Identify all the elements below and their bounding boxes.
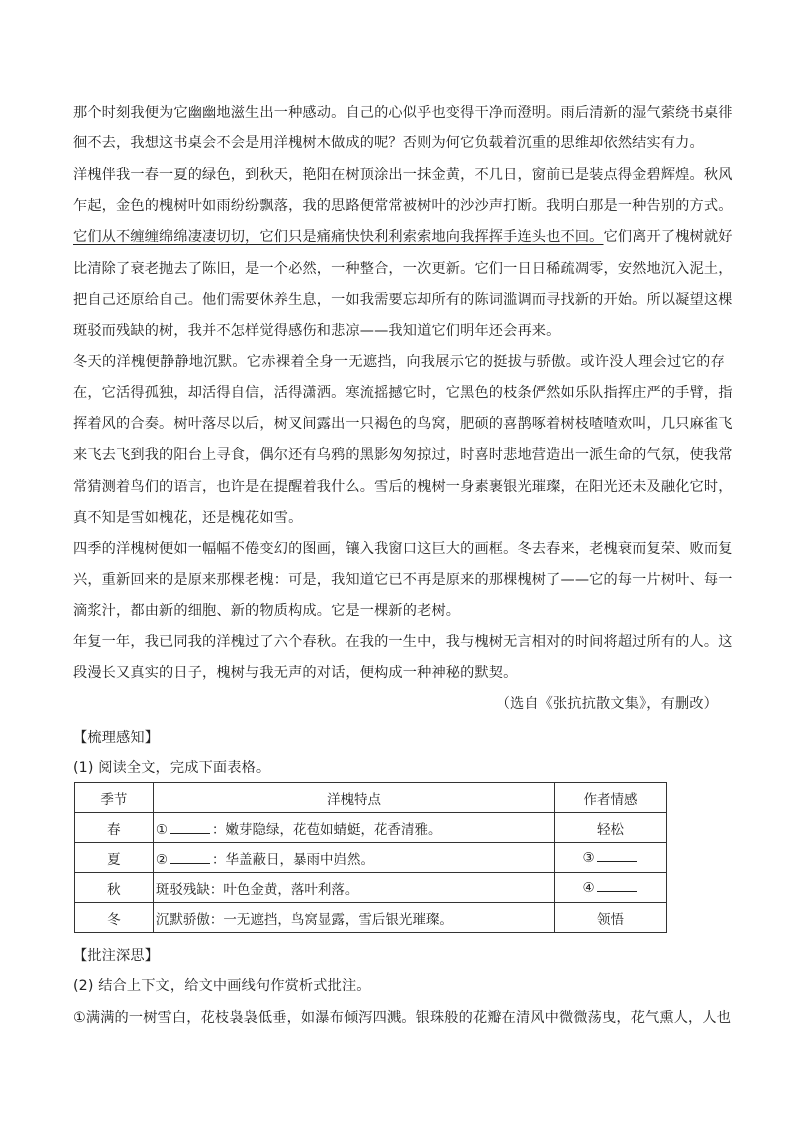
season-cell: 冬 bbox=[75, 903, 154, 933]
passage-line: 挥着风的合奏。树叶落尽以后，树叉间露出一只褐色的鸟窝，肥硕的喜鹊啄着树枝喳喳欢叫，几只麻雀飞 bbox=[73, 416, 733, 432]
passage-line: 常猜测着鸟们的语言，也许是在提醒着我什么。雪后的槐树一身素裹银光璀璨，在阳光还未及融化它时， bbox=[73, 479, 733, 495]
feature-cell bbox=[153, 813, 554, 843]
blank-number: ④ bbox=[582, 880, 595, 896]
passage-line: 斑驳而残缺的树，我并不怎样觉得感伤和悲凉——我知道它们明年还会再来。 bbox=[73, 323, 561, 339]
passage-line-with-underline bbox=[73, 227, 733, 247]
blank-number: ③ bbox=[582, 850, 595, 866]
passage-line: 比清除了衰老抛去了陈旧，是一个必然，一种整合，一次更新。它们一日日稀疏凋零，安然地沉入泥土， bbox=[73, 261, 733, 277]
passage-line: 四季的洋槐树便如一幅幅不倦变幻的图画，镶入我窗口这巨大的画框。冬去春来，老槐衰而复荣、败而复 bbox=[73, 541, 733, 557]
feature-cell bbox=[153, 843, 554, 873]
season-cell: 秋 bbox=[75, 873, 154, 903]
table-header: 洋槐特点 bbox=[153, 783, 554, 813]
passage-line: 乍起，金色的槐树叶如雨纷纷飘落，我的思路便常常被树叶的沙沙声打断。我明白那是一种告别的方式。 bbox=[73, 198, 733, 214]
table-row bbox=[75, 813, 667, 843]
passage-line: 滴浆汁，都由新的细胞、新的物质构成。它是一棵新的老树。 bbox=[73, 603, 461, 619]
passage-line: 段漫长又真实的日子，槐树与我无声的对话，便构成一种神秘的默契。 bbox=[73, 665, 518, 681]
source-citation: （选自《张抗抗散文集》，有删改） bbox=[495, 696, 718, 712]
table-row bbox=[75, 903, 667, 933]
question-1: (1) 阅读全文，完成下面表格。 bbox=[73, 760, 271, 776]
passage-line: 那个时刻我便为它幽幽地滋生出一种感动。自己的心似乎也变得干净而澄明。雨后清新的湿气萦绕书桌徘 bbox=[73, 105, 733, 121]
emotion-cell: 轻松 bbox=[555, 813, 667, 843]
table-header: 季节 bbox=[75, 783, 154, 813]
season-cell: 春 bbox=[75, 813, 154, 843]
section-heading-annotate: 【批注深思】 bbox=[73, 948, 160, 964]
feature-cell: 斑驳残缺：叶色金黄，落叶利落。 bbox=[153, 873, 554, 903]
table-row bbox=[75, 873, 667, 903]
answer-blank[interactable] bbox=[597, 879, 637, 892]
answer-blank[interactable] bbox=[597, 849, 637, 862]
table-row bbox=[75, 843, 667, 873]
table-header: 作者情感 bbox=[555, 783, 667, 813]
passage-line: 冬天的洋槐便静静地沉默。它赤裸着全身一无遮挡，向我展示它的挺拔与骄傲。或许没人理会过它的存 bbox=[73, 354, 725, 370]
passage-line: 把自己还原给自己。他们需要休养生息，一如我需要忘却所有的陈词滥调而寻找新的开始。所以凝望这棵 bbox=[73, 292, 733, 308]
passage-line: 洋槐伴我一春一夏的绿色，到秋天，艳阳在树顶涂出一抹金黄，不几日，窗前已是装点得金碧辉煌。秋风 bbox=[73, 167, 733, 183]
answer-blank[interactable] bbox=[170, 851, 210, 864]
season-cell: 夏 bbox=[75, 843, 154, 873]
underlined-sentence: 它们从不缠缠绵绵凄凄切切，它们只是痛痛快快利利索索地向我挥挥手连头也不回。 bbox=[73, 229, 604, 245]
table-header-row bbox=[75, 783, 667, 813]
emotion-cell bbox=[555, 843, 667, 873]
blank-number: ① bbox=[155, 821, 168, 838]
emotion-cell: 领悟 bbox=[555, 903, 667, 933]
feature-text: ：嫩芽隐绿，花苞如蜻蜓，花香清雅。 bbox=[211, 821, 442, 838]
answer-blank[interactable] bbox=[170, 821, 210, 834]
answer-table bbox=[74, 782, 667, 933]
blank-number: ② bbox=[155, 851, 168, 868]
section-heading-sort: 【梳理感知】 bbox=[73, 730, 160, 746]
passage-line: 年复一年，我已同我的洋槐过了六个春秋。在我的一生中，我与槐树无言相对的时间将超过所有的人。这 bbox=[73, 634, 733, 650]
passage-line: 兴，重新回来的是原来那棵老槐：可是，我知道它已不再是原来的那棵槐树了——它的每一片树叶、每一 bbox=[73, 572, 733, 588]
passage-line: 徊不去，我想这书桌会不会是用洋槐树木做成的呢？否则为何它负载着沉重的思维却依然结实有力。 bbox=[73, 135, 704, 151]
passage-line-tail: 它们离开了槐树就好 bbox=[603, 229, 733, 245]
question-2-item-1: ①满满的一树雪白，花枝袅袅低垂，如瀑布倾泻四溅。银珠般的花瓣在清风中微微荡曳，花气熏人，人也 bbox=[73, 1010, 732, 1026]
question-2: (2) 结合上下文，给文中画线句作赏析式批注。 bbox=[73, 978, 371, 994]
feature-cell: 沉默骄傲：一无遮挡，鸟窝显露，雪后银光璀璨。 bbox=[153, 903, 554, 933]
passage-line: 在，它活得孤独，却活得自信，活得潇洒。寒流摇撼它时，它黑色的枝条俨然如乐队指挥庄严的手臂，指 bbox=[73, 385, 733, 401]
passage-line: 来飞去飞到我的阳台上寻食，偶尔还有乌鸦的黑影匆匆掠过，时喜时悲地营造出一派生命的气氛，使我常 bbox=[73, 447, 733, 463]
feature-text: ：华盖蔽日，暴雨中岿然。 bbox=[211, 851, 374, 868]
emotion-cell bbox=[555, 873, 667, 903]
passage-line: 真不知是雪如槐花，还是槐花如雪。 bbox=[73, 510, 303, 526]
